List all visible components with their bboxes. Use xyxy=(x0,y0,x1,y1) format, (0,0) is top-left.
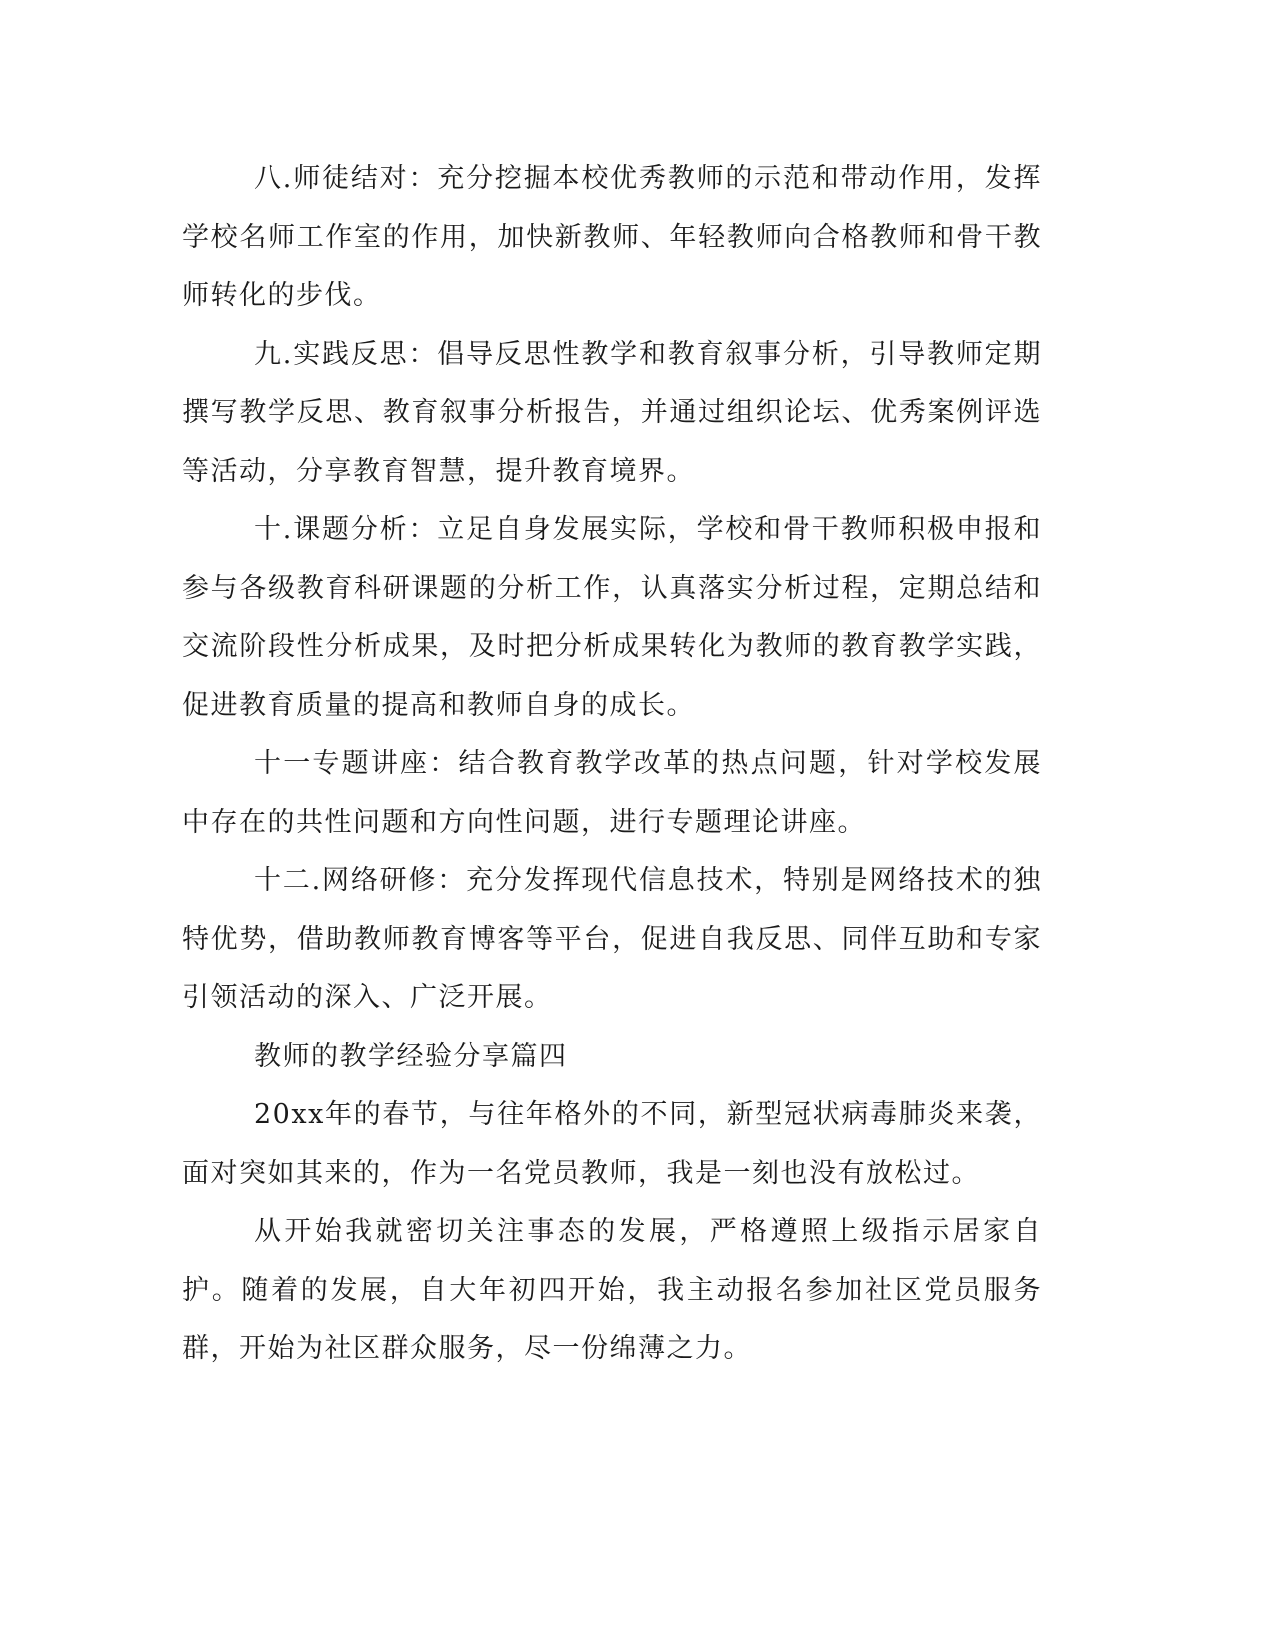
document-body xyxy=(182,150,1042,1379)
paragraph-lectures: 十一专题讲座：结合教育教学改革的热点问题，针对学校发展中存在的共性问题和方向性问题，进行专题理论讲座。 xyxy=(182,748,1042,838)
paragraph-online-training: 十二.网络研修：充分发挥现代信息技术，特别是网络技术的独特优势，借助教师教育博客等平台，促进自我反思、同伴互助和专家引领活动的深入、广泛开展。 xyxy=(182,865,1042,1013)
paragraph-mentoring: 八.师徒结对：充分挖掘本校优秀教师的示范和带动作用，发挥学校名师工作室的作用，加快新教师、年轻教师向合格教师和骨干教师转化的步伐。 xyxy=(182,163,1042,311)
paragraph-community-service: 从开始我就密切关注事态的发展，严格遵照上级指示居家自护。随着的发展，自大年初四开始，我主动报名参加社区党员服务群，开始为社区群众服务，尽一份绵薄之力。 xyxy=(182,1216,1042,1364)
paragraph-research: 十.课题分析：立足自身发展实际，学校和骨干教师积极申报和参与各级教育科研课题的分析工作，认真落实分析过程，定期总结和交流阶段性分析成果，及时把分析成果转化为教师的教育教学实践，促进教育质量的提高和教师自身的成长。 xyxy=(182,514,1042,721)
paragraph-spring-festival: 20xx年的春节，与往年格外的不同，新型冠状病毒肺炎来袭，面对突如其来的，作为一名党员教师，我是一刻也没有放松过。 xyxy=(182,1099,1042,1189)
paragraph-reflection: 九.实践反思：倡导反思性教学和教育叙事分析，引导教师定期撰写教学反思、教育叙事分析报告，并通过组织论坛、优秀案例评选等活动，分享教育智慧，提升教育境界。 xyxy=(182,338,1042,487)
section-heading: 教师的教学经验分享篇四 xyxy=(254,1040,568,1072)
